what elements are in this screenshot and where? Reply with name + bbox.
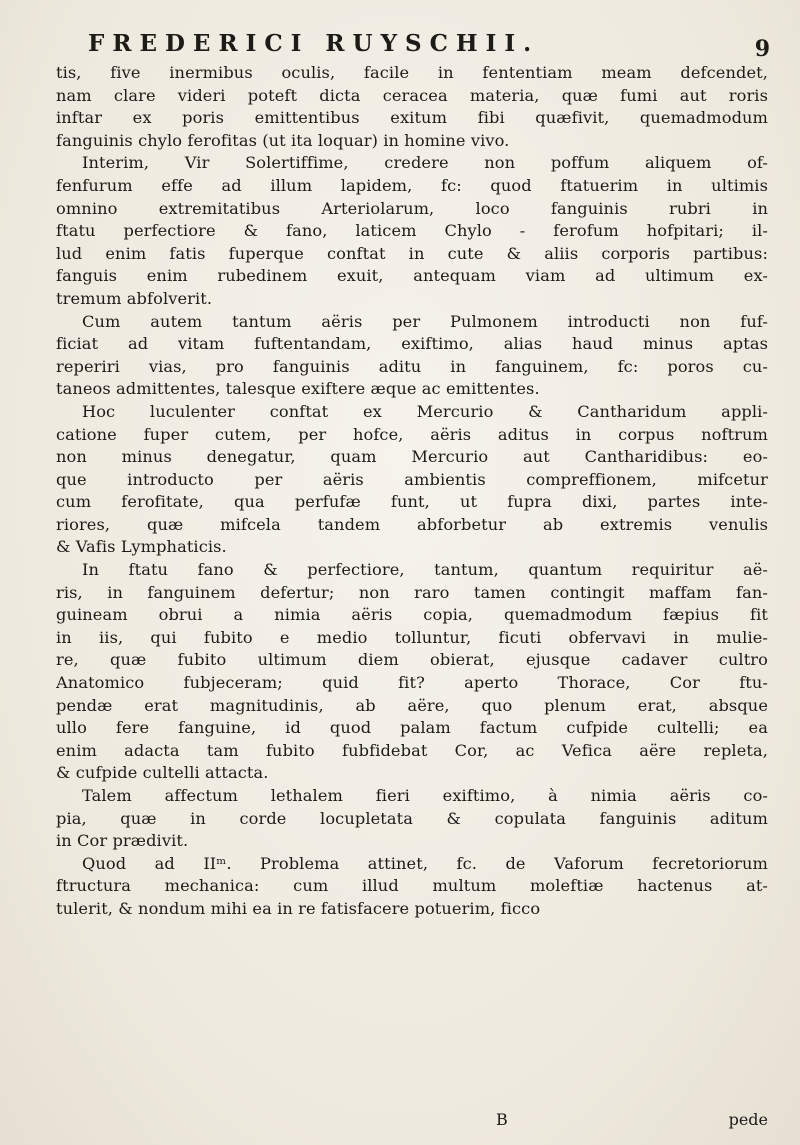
- text-line: in Cor prædivit.: [56, 831, 189, 851]
- paragraph: [56, 853, 768, 921]
- text-line: fenfurum effe ad illum lapidem, fc: quod ftatuerim in ultimis: [56, 175, 768, 195]
- text-line: cum ferofitate, qua perfufæ funt, ut fupra dixi, partes inte-: [56, 492, 768, 512]
- text-line: Cum autem tantum aëris per Pulmonem introducti non fuf-: [82, 311, 768, 331]
- text-line: ftructura mechanica: cum illud multum moleftiæ hactenus at-: [56, 876, 768, 896]
- paragraph: [56, 311, 768, 401]
- text-line: In ftatu fano & perfectiore, tantum, quantum requiritur aë-: [82, 560, 768, 580]
- text-line: enim adacta tam fubito fubfidebat Cor, ac Vefica aëre repleta,: [56, 740, 768, 760]
- text-line: Quod ad IIᵐ. Problema attinet, fc. de Vaforum fecretoriorum: [82, 853, 768, 873]
- text-line: & Vafis Lymphaticis.: [56, 537, 227, 557]
- text-line: pia, quæ in corde locupletata & copulata fanguinis aditum: [56, 808, 768, 828]
- text-line: Interim, Vir Solertiffime, credere non poffum aliquem of-: [82, 153, 768, 173]
- text-line: omnino extremitatibus Arteriolarum, loco fanguinis rubri in: [56, 198, 768, 218]
- text-line: tis, five inermibus oculis, facile in fententiam meam defcendet,: [56, 63, 768, 82]
- page-footer: [56, 1110, 768, 1134]
- catchword: pede: [728, 1110, 768, 1129]
- text-line: tulerit, & nondum mihi ea in re fatisfacere potuerim, ficco: [56, 898, 541, 918]
- text-line: Talem affectum lethalem fieri exiftimo, à nimia aëris co-: [82, 786, 768, 805]
- text-line: inftar ex poris emittentibus exitum fibi quæfivit, quemadmodum: [56, 108, 768, 128]
- text-line: fanguis enim rubedinem exuit, antequam viam ad ultimum ex-: [56, 266, 768, 286]
- text-line: riores, quæ mifcela tandem abforbetur ab extremis venulis: [56, 514, 768, 534]
- paragraph: [56, 401, 768, 559]
- text-line: ftatu perfectiore & fano, laticem Chylo - ferofum hofpitari; il-: [56, 221, 768, 241]
- text-line: ullo fere fanguine, id quod palam factum cufpide cultelli; ea: [56, 718, 768, 738]
- text-line: re, quæ fubito ultimum diem obierat, ejusque cadaver cultro: [56, 650, 768, 670]
- paragraph: [56, 152, 768, 310]
- text-line: pendæ erat magnitudinis, ab aëre, quo plenum erat, absque: [56, 695, 768, 715]
- text-line: taneos admittentes, talesque exiftere æque ac emittentes.: [56, 379, 540, 399]
- text-line: non minus denegatur, quam Mercurio aut Cantharidibus: eo-: [56, 447, 768, 467]
- text-line: Hoc luculenter conftat ex Mercurio & Cantharidum appli-: [82, 401, 768, 421]
- text-line: guineam obrui a nimia aëris copia, quemadmodum fæpius fit: [56, 605, 768, 625]
- text-line: lud enim fatis fuperque conftat in cute & aliis corporis partibus:: [56, 243, 768, 263]
- text-line: ficiat ad vitam fuftentandam, exiftimo, alias haud minus aptas: [56, 334, 768, 354]
- page-header: [70, 22, 770, 66]
- text-line: & cufpide cultelli attacta.: [56, 763, 269, 783]
- text-line: catione fuper cutem, per hofce, aëris aditus in corpus noftrum: [56, 424, 768, 444]
- running-head: FREDERICI RUYSCHII.: [88, 30, 540, 57]
- text-line: que introducto per aëris ambientis compreffionem, mifcetur: [56, 469, 768, 489]
- text-line: tremum abfolverit.: [56, 288, 213, 308]
- text-line: reperiri vias, pro fanguinis aditu in fanguinem, fc: poros cu-: [56, 356, 768, 376]
- text-line: Anatomico fubjeceram; quid fit? aperto Thorace, Cor ftu-: [56, 673, 768, 693]
- text-line: fanguinis chylo ferofitas (ut ita loquar) in homine vivo.: [56, 130, 510, 150]
- body-text: [56, 62, 768, 921]
- text-line: ris, in fanguinem defertur; non raro tamen contingit maffam fan-: [56, 582, 768, 602]
- text-line: nam clare videri poteft dicta ceracea materia, quæ fumi aut roris: [56, 85, 768, 105]
- signature-mark: B: [496, 1110, 508, 1129]
- paragraph: [56, 785, 768, 853]
- paragraph: [56, 559, 768, 785]
- paragraph: [56, 62, 768, 152]
- text-line: in iis, qui fubito e medio tolluntur, ficuti obfervavi in mulie-: [56, 627, 768, 647]
- page-number: 9: [754, 36, 770, 62]
